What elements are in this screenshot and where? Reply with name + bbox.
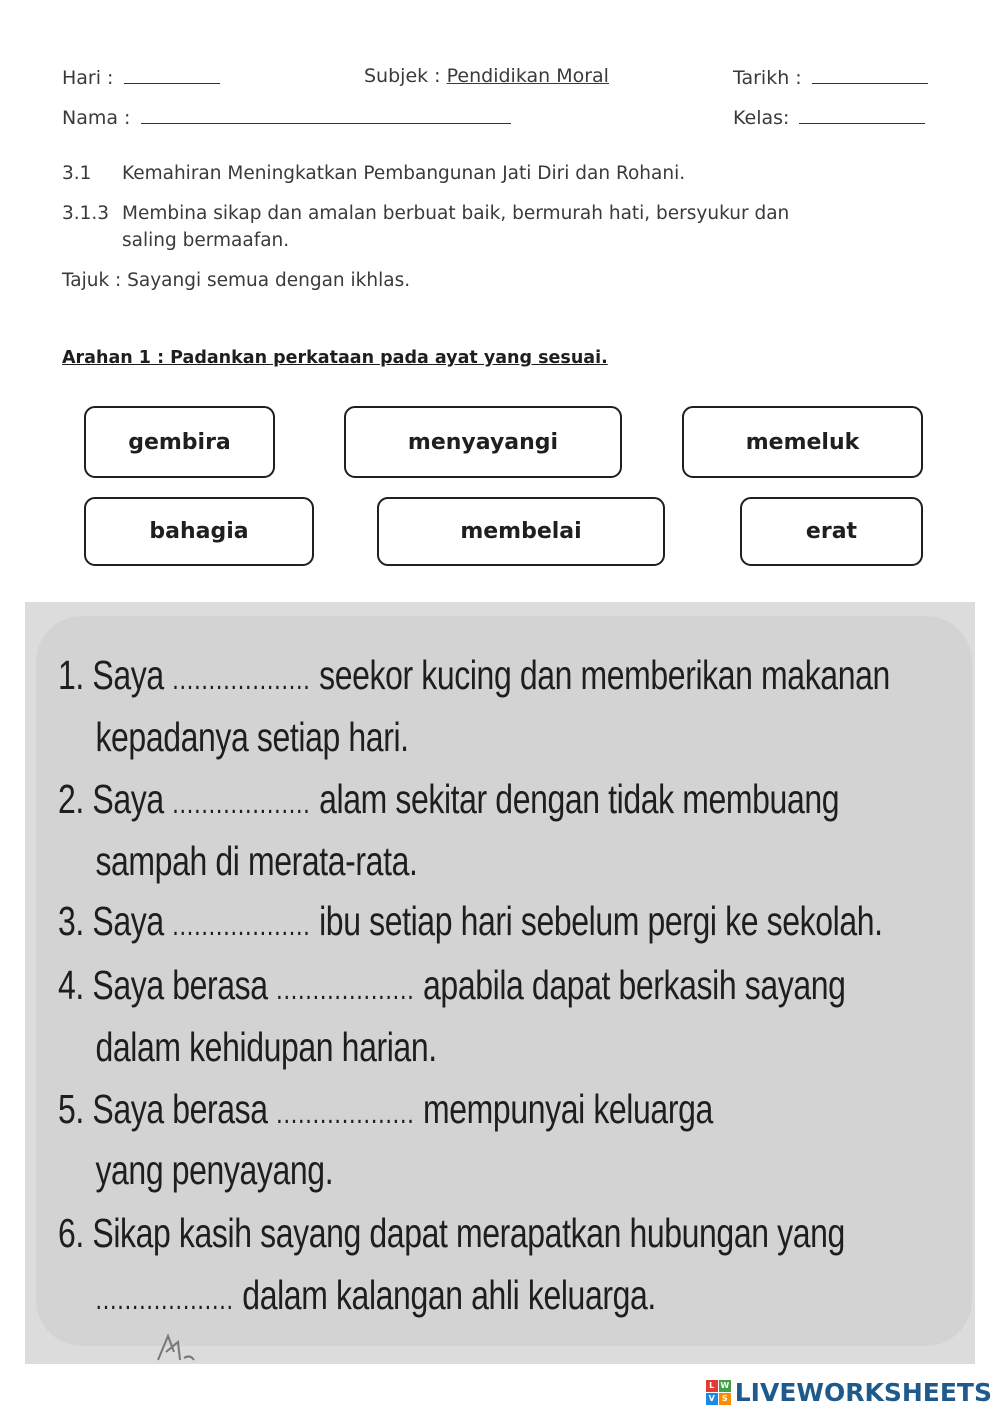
tajuk: Tajuk : Sayangi semua dengan ikhlas.: [62, 270, 411, 291]
tarikh-blank[interactable]: [812, 65, 928, 84]
kelas-label: Kelas:: [733, 107, 790, 129]
liveworksheets-brand: [706, 1378, 992, 1407]
standard-text: Membina sikap dan amalan berbuat baik, bermurah hati, bersyukur dan: [122, 203, 790, 224]
question-1-line-2: kepadanya setiap hari.: [95, 714, 409, 760]
standard-text-cont: saling bermaafan.: [122, 230, 290, 251]
kelas-blank[interactable]: [799, 105, 925, 124]
word-box-bahagia[interactable]: bahagia: [84, 497, 314, 566]
tarikh-label: Tarikh :: [733, 67, 802, 89]
word-box-membelai[interactable]: membelai: [377, 497, 665, 566]
question-5-line-2: yang penyayang.: [95, 1147, 334, 1193]
liveworksheets-logo-icon: L W V S: [706, 1380, 731, 1405]
nama-blank[interactable]: [141, 105, 511, 124]
question-4-line-2: dalam kehidupan harian.: [95, 1024, 437, 1070]
question-5-line-1: 5. Saya berasa ................... mempunyai keluarga: [58, 1086, 713, 1132]
nama-label: Nama :: [62, 107, 131, 129]
hari-blank[interactable]: [124, 65, 220, 84]
question-2-line-1: 2. Saya ................... alam sekitar dengan tidak membuang: [58, 776, 840, 822]
nama-field: [62, 105, 511, 129]
subjek-label: Subjek :: [364, 65, 441, 87]
tarikh-field: [733, 65, 928, 89]
subjek-field: [364, 65, 609, 87]
blank-4[interactable]: ...................: [276, 973, 415, 1006]
standard-3-1: [62, 160, 685, 187]
hari-label: Hari :: [62, 67, 114, 89]
brand-name: LIVEWORKSHEETS: [734, 1378, 992, 1407]
blank-1[interactable]: ...................: [172, 663, 311, 696]
hari-field: [62, 65, 220, 89]
word-box-gembira[interactable]: gembira: [84, 406, 275, 478]
subjek-value: Pendidikan Moral: [446, 65, 609, 87]
question-2-line-2: sampah di merata-rata.: [95, 838, 418, 884]
blank-5[interactable]: ...................: [276, 1097, 415, 1130]
blank-2[interactable]: ...................: [172, 787, 311, 820]
question-6-line-1: 6. Sikap kasih sayang dapat merapatkan hubungan yang: [58, 1210, 845, 1256]
question-3-line-1: 3. Saya ................... ibu setiap hari sebelum pergi ke sekolah.: [58, 898, 883, 944]
doodle-icon: [150, 1322, 200, 1364]
instruction-heading: Arahan 1 : Padankan perkataan pada ayat yang sesuai.: [62, 348, 608, 368]
question-4-line-1: 4. Saya berasa ................... apabila dapat berkasih sayang: [58, 962, 846, 1008]
standard-number: 3.1: [62, 163, 92, 184]
standard-number: 3.1.3: [62, 203, 110, 224]
question-6-line-2: ................... dalam kalangan ahli keluarga.: [95, 1272, 656, 1318]
kelas-field: [733, 105, 925, 129]
standard-text: Kemahiran Meningkatkan Pembangunan Jati Diri dan Rohani.: [122, 163, 686, 184]
blank-3[interactable]: ...................: [172, 909, 311, 942]
word-box-menyayangi[interactable]: menyayangi: [344, 406, 622, 478]
question-1-line-1: 1. Saya ................... seekor kucing dan memberikan makanan: [58, 652, 890, 698]
word-box-memeluk[interactable]: memeluk: [682, 406, 923, 478]
blank-6[interactable]: ...................: [95, 1283, 234, 1316]
word-box-erat[interactable]: erat: [740, 497, 923, 566]
standard-3-1-3: [62, 200, 789, 254]
